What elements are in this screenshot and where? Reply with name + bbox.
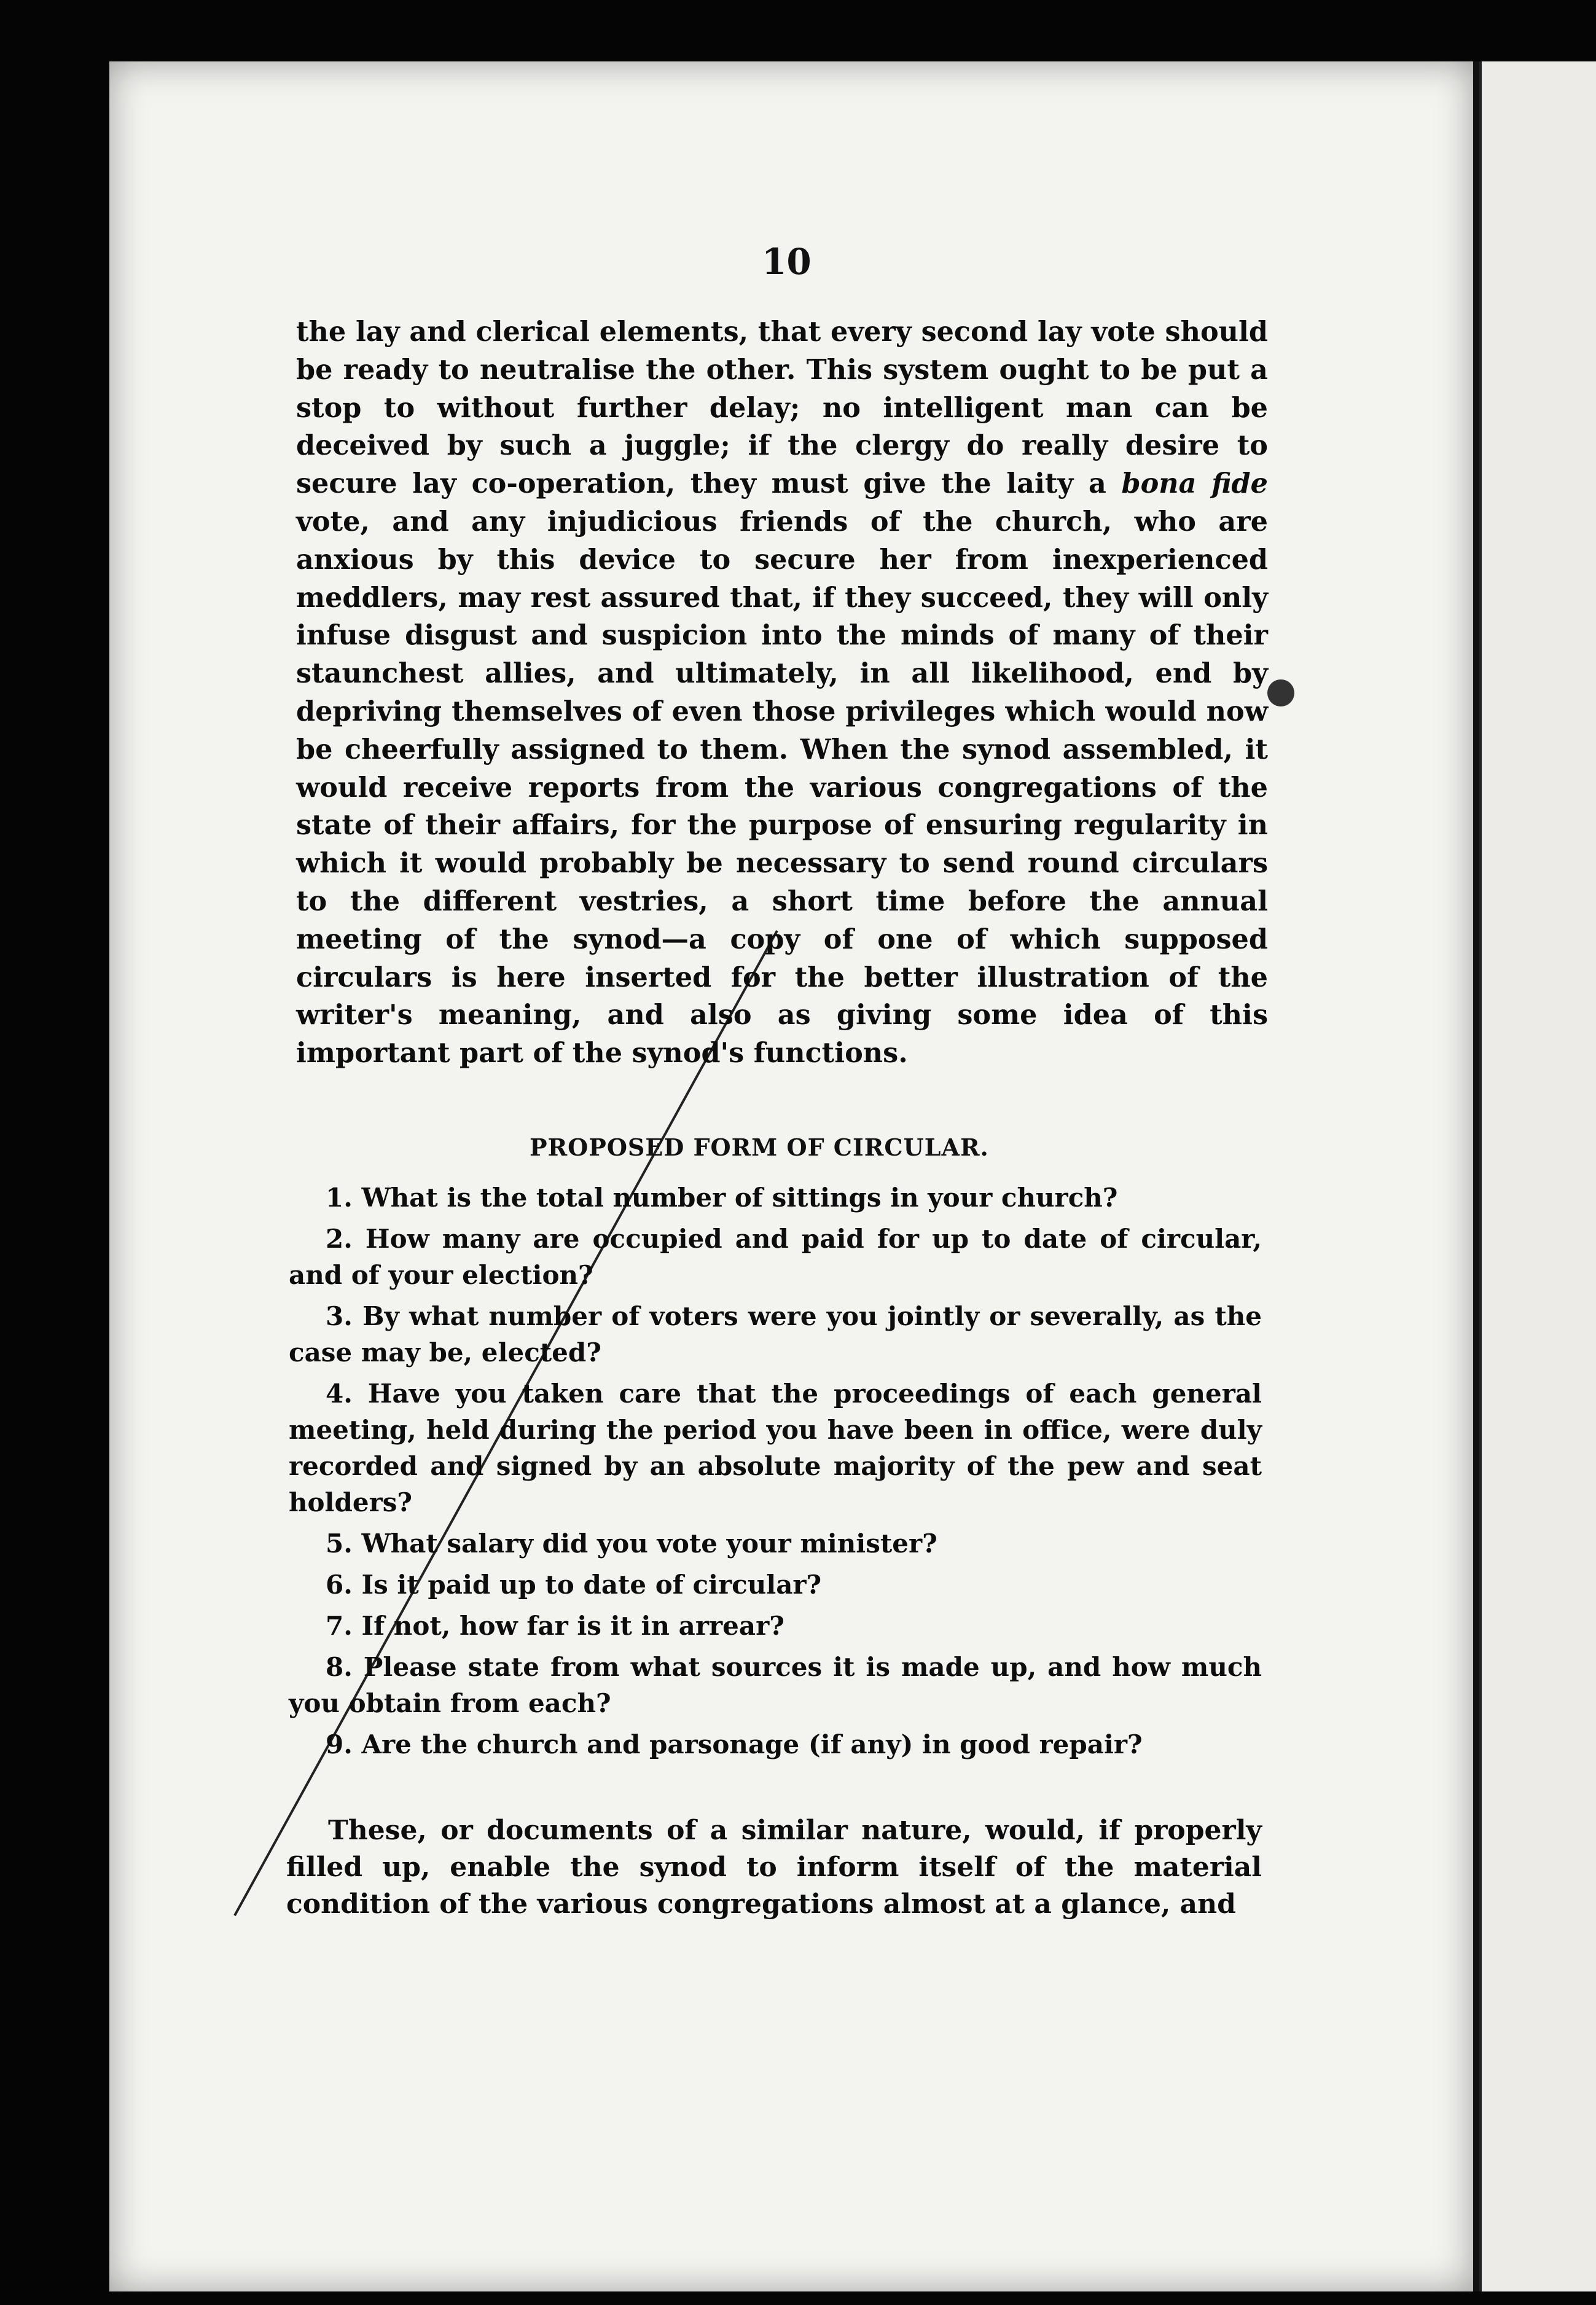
paragraph-text-continued: vote, and any injudicious friends of the church, who are anxious by this device to secure her from inexperienced meddlers, may rest assured that, if they succeed, they will only infuse disgust and suspicion into the minds of many of their staunchest allies, and ultimately, in all likelihood, end by depriving themselves of even those privileges which would now be cheerfully assigned to them. When the synod assembled, it would receive reports from the various congregations of the state of their affairs, for the purpose of ensuring regularity in which it would probably be necessary to send round circulars to the different vestries, a short time before the annual meeting of the synod—a copy of one of which supposed circulars is here inserted for the better illustration of the writer's meaning, and also as giving some idea of this important part of the synod's functions. xyxy=(296,505,1268,1070)
question-item: 4. Have you taken care that the proceedings of each general meeting, held during the period you have been in office, were duly recorded and signed by an absolute majority of the pew and seat holders? xyxy=(289,1379,1262,1517)
question-item: 5. What salary did you vote your minister? xyxy=(326,1528,937,1559)
question-item: 3. By what number of voters were you jointly or severally, as the case may be, elected? xyxy=(289,1301,1262,1368)
question-item: 9. Are the church and parsonage (if any) in good repair? xyxy=(326,1729,1143,1759)
circular-questions xyxy=(289,1180,1262,1767)
question-item: 8. Please state from what sources it is made up, and how much you obtain from each? xyxy=(289,1652,1262,1718)
question-item: 2. How many are occupied and paid for up to date of circular, and of your election? xyxy=(289,1224,1262,1290)
question-item: 7. If not, how far is it in arrear? xyxy=(326,1611,784,1641)
page-number: 10 xyxy=(762,241,812,283)
question-item: 1. What is the total number of sittings in your church? xyxy=(326,1183,1118,1213)
italic-phrase: bona fide xyxy=(1121,468,1268,500)
body-paragraph xyxy=(296,313,1268,1073)
question-item: 6. Is it paid up to date of circular? xyxy=(326,1570,822,1600)
closing-paragraph: These, or documents of a similar nature, would, if properly filled up, enable the synod to inform itself of the material condition of the various congregations almost at a glance, and xyxy=(286,1815,1262,1920)
paragraph-text: the lay and clerical elements, that every second lay vote should be ready to neutralise the other. This system ought to be put a stop to without further delay; no intelligent man can be deceived by such a juggle; if the clergy do really desire to secure lay co-operation, they must give the laity a xyxy=(296,316,1268,500)
section-heading: PROPOSED FORM OF CIRCULAR. xyxy=(530,1133,989,1161)
